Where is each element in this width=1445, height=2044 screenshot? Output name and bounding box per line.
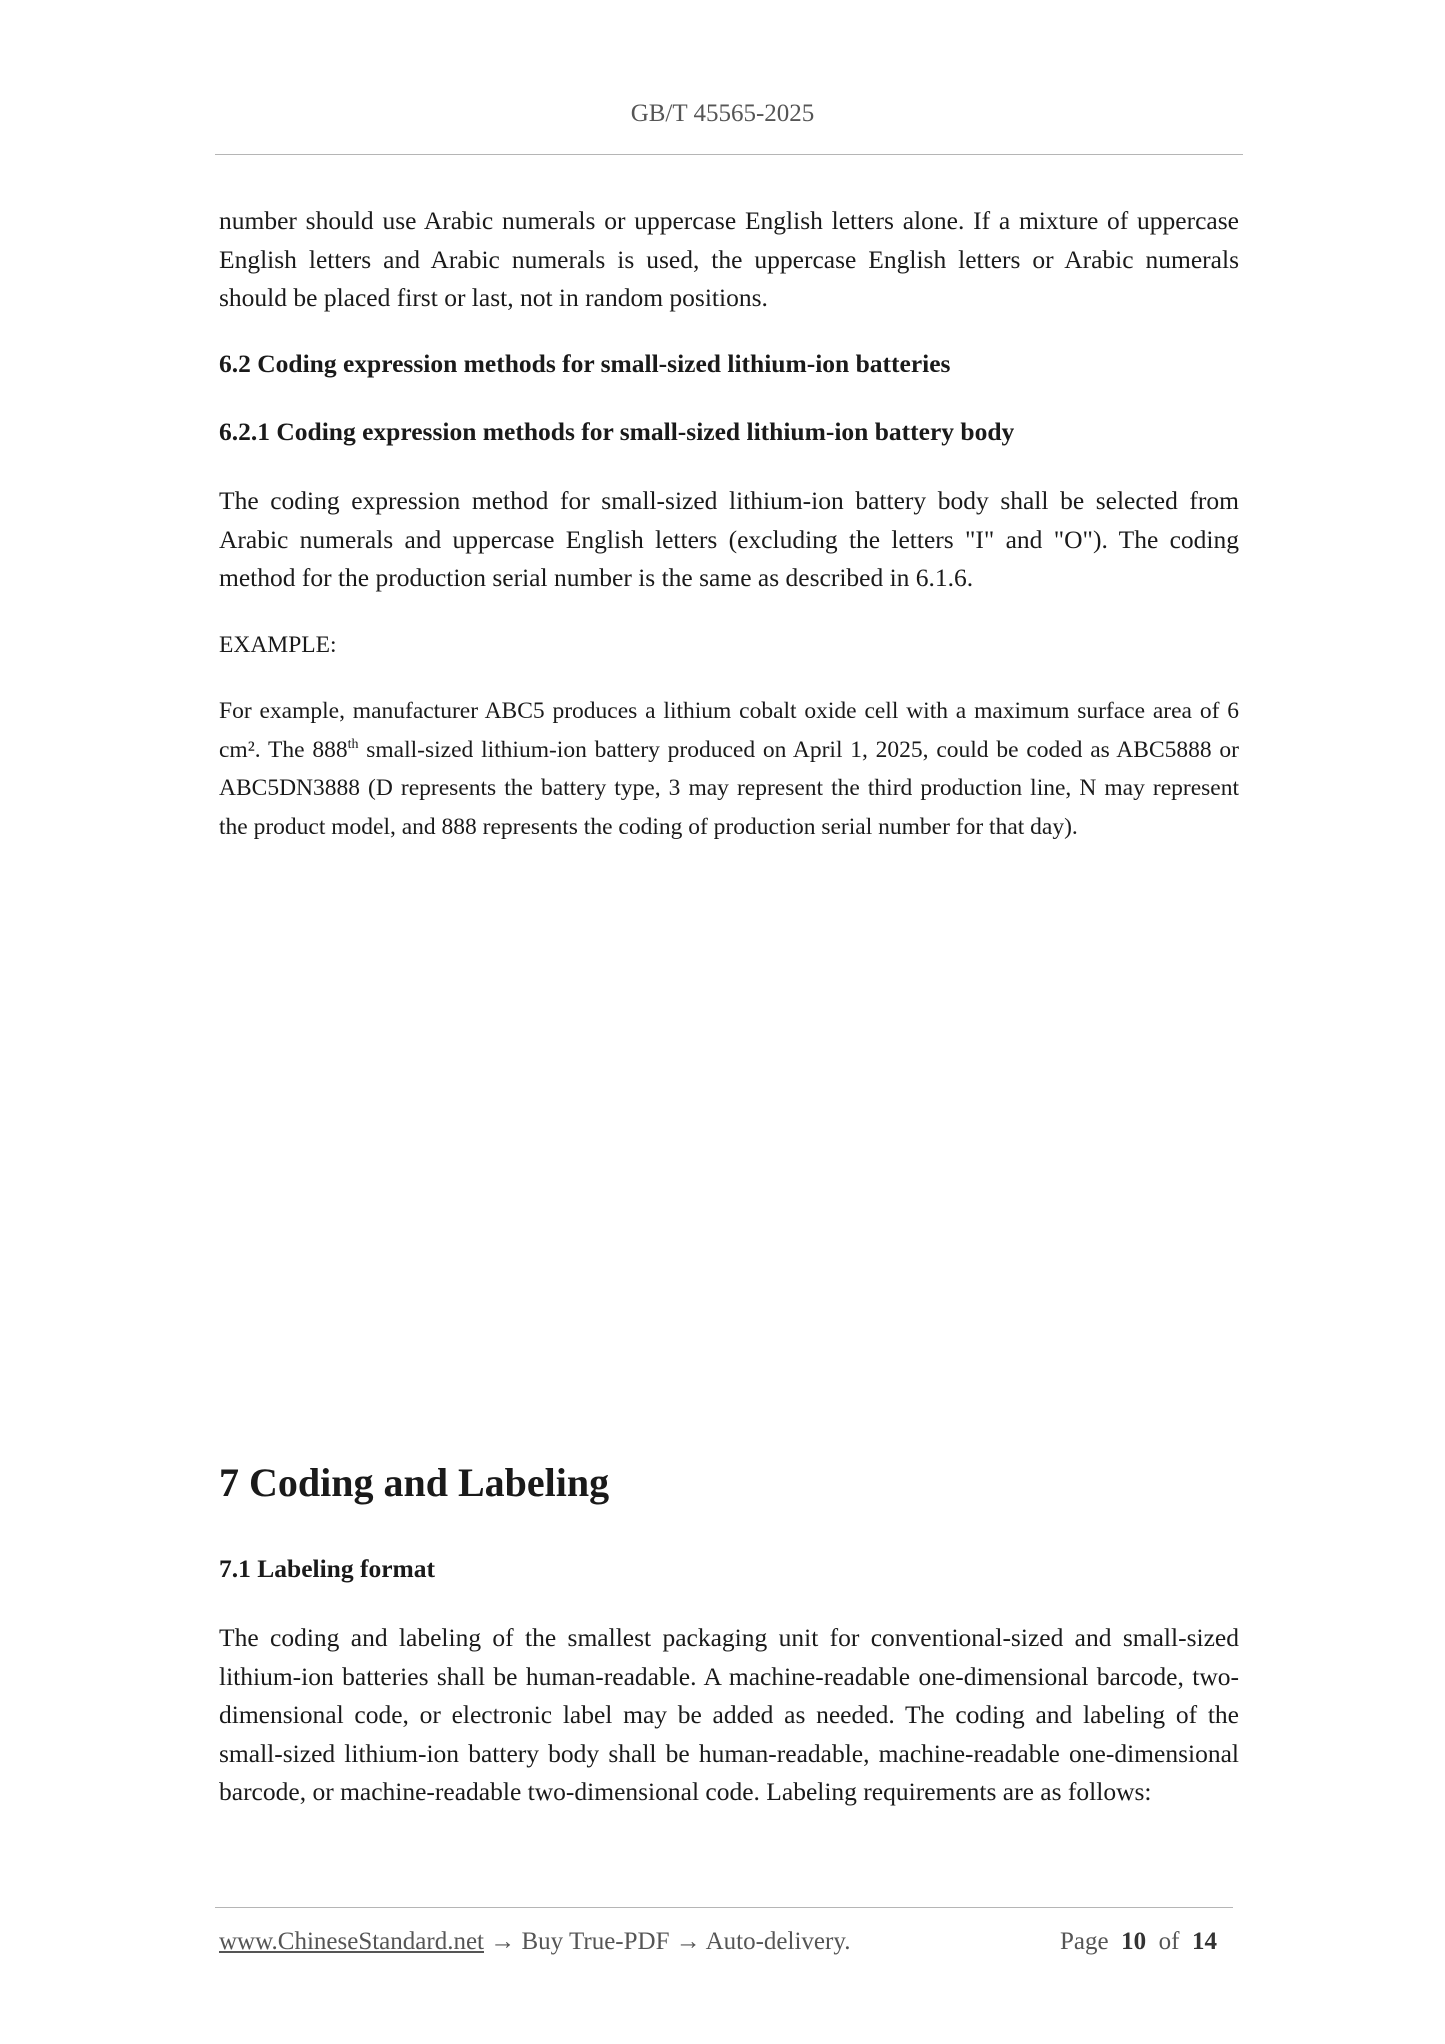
example-text-part1: For example, manufacturer ABC5 produces a lithium cobalt oxide cell with a maximum surface area of 6 cm². The 888 <box>219 698 1239 763</box>
chapter-7-heading: 7 Coding and Labeling <box>219 1460 610 1505</box>
of-word: of <box>1158 1928 1180 1955</box>
header-divider <box>215 154 1243 155</box>
arrow-icon: → <box>490 1928 516 1955</box>
example-paragraph <box>219 692 1239 846</box>
example-label: EXAMPLE: <box>219 632 337 658</box>
intro-paragraph: number should use Arabic numerals or uppercase English letters alone. If a mixture of uppercase English letters and Arabic numerals is used, the uppercase English letters or Arabic numerals should be placed first or last, not in random positions. <box>219 206 1239 312</box>
page-indicator <box>1060 1928 1217 1956</box>
ordinal-suffix: th <box>347 736 359 752</box>
section-6-2-1-paragraph: The coding expression method for small-sized lithium-ion battery body shall be selected from Arabic numerals and uppercase English letters (excluding the letters "I" and "O"). The coding method for the production serial number is the same as described in 6.1.6. <box>219 486 1239 592</box>
buy-true-pdf-link[interactable]: Buy True-PDF <box>521 1928 670 1955</box>
site-link[interactable]: www.ChineseStandard.net <box>219 1928 484 1955</box>
example-text-part2: small-sized lithium-ion battery produced on April 1, 2025, could be coded as ABC5888 or ABC5DN3888 (D represents the battery type, 3 may represent the third production line, N may represent the product model, and 888 represents the coding of production serial number for that day). <box>219 736 1239 840</box>
auto-delivery-text: Auto-delivery. <box>705 1928 851 1955</box>
footer-links <box>219 1928 850 1956</box>
section-6-2-heading: 6.2 Coding expression methods for small-sized lithium-ion batteries <box>219 349 951 378</box>
current-page-number: 10 <box>1121 1928 1147 1955</box>
page-word: Page <box>1060 1928 1109 1955</box>
total-pages-number: 14 <box>1191 1928 1217 1955</box>
section-7-1-paragraph: The coding and labeling of the smallest packaging unit for conventional-sized and small-sized lithium-ion batteries shall be human-readable. A machine-readable one-dimensional barcode, two-dimensional code, or electronic label may be added as needed. The coding and labeling of the small-sized lithium-ion battery body shall be human-readable, machine-readable one-dimensional barcode, or machine-readable two-dimensional code. Labeling requirements are as follows: <box>219 1623 1239 1806</box>
footer-divider <box>215 1907 1233 1908</box>
arrow-icon: → <box>675 1928 701 1955</box>
section-7-1-heading: 7.1 Labeling format <box>219 1554 436 1583</box>
document-id-header: GB/T 45565-2025 <box>630 100 815 127</box>
section-6-2-1-heading: 6.2.1 Coding expression methods for small-sized lithium-ion battery body <box>219 417 1015 446</box>
